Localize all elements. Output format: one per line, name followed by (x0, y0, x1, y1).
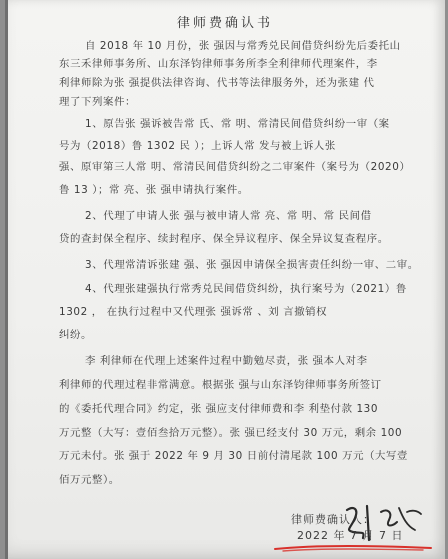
body-line-18: 万元整（大写：壹佰叁拾万元整）。张 强已经支付 30 万元，剩余 100 (59, 427, 403, 439)
red-underline-mark (273, 541, 433, 553)
body-line-19: 万元未付。张 强于 2022 年 9 月 30 日前付清尾款 100 万元（大写壹 (59, 450, 409, 462)
body-line-8: 鲁 13 ）；常 亮、张 强申请执行案件。 (59, 184, 249, 196)
body-line-3: 利律师除为张 强提供法律咨询、代书等法律服务外，还为张建 代 (59, 77, 375, 89)
body-line-1: 自 2018 年 10 月份，张 强因与常秀兑民间借贷纠纷先后委托山 (85, 40, 401, 52)
body-line-5: 1、原告张 强诉被告常 氏、常 明、常清民间借贷纠纷一审（案 (85, 118, 390, 130)
document-title: 律师费确认书 (176, 16, 273, 31)
signature-label: 律师费确认人： (291, 513, 375, 526)
body-line-6: 号为（2018）鲁 1302 民 ）；上诉人常 发与被上诉人张 (59, 140, 336, 152)
body-line-15: 李 利律师在代理上述案件过程中勤勉尽责，张 强本人对李 (85, 355, 368, 367)
body-line-14: 纠纷。 (59, 329, 92, 341)
body-line-12: 4、代理张建强执行常秀兑民间借贷纠纷，执行案号为（2021）鲁 (85, 283, 407, 295)
body-line-20: 佰万元整）。 (59, 474, 120, 486)
body-line-7: 强、原审第三人常 明、常清民间借贷纠纷之二审案件（案号为（2020） (59, 161, 411, 173)
body-line-11: 3、代理常清诉张建 强、张 强因申请保全损害责任纠纷一审、二审。 (85, 259, 419, 271)
signing-date: 2022 年 7 月 7 日 (297, 529, 404, 542)
body-line-9: 2、代理了申请人张 强与被申请人常 亮、常 明、常 民间借 (85, 210, 372, 222)
body-line-2: 东三禾律师事务所、山东泽钧律师事务所李全利律师代理案件，李 (59, 58, 378, 70)
body-line-10: 贷的查封保全程序、续封程序、保全异议程序、保全异议复查程序。 (59, 233, 389, 245)
body-line-17: 的《委托代理合同》约定，张 强应支付律师费和李 利垫付款 130 (59, 403, 379, 415)
body-line-4: 理了下列案件： (59, 96, 136, 108)
body-line-16: 利律师的代理过程非常满意。根据张 强与山东泽钧律师事务所签订 (59, 379, 382, 391)
document-page (5, 0, 445, 559)
body-line-13: 1302 ， 在执行过程中又代理张 强诉常 、刘 言撤销权 (59, 306, 328, 318)
